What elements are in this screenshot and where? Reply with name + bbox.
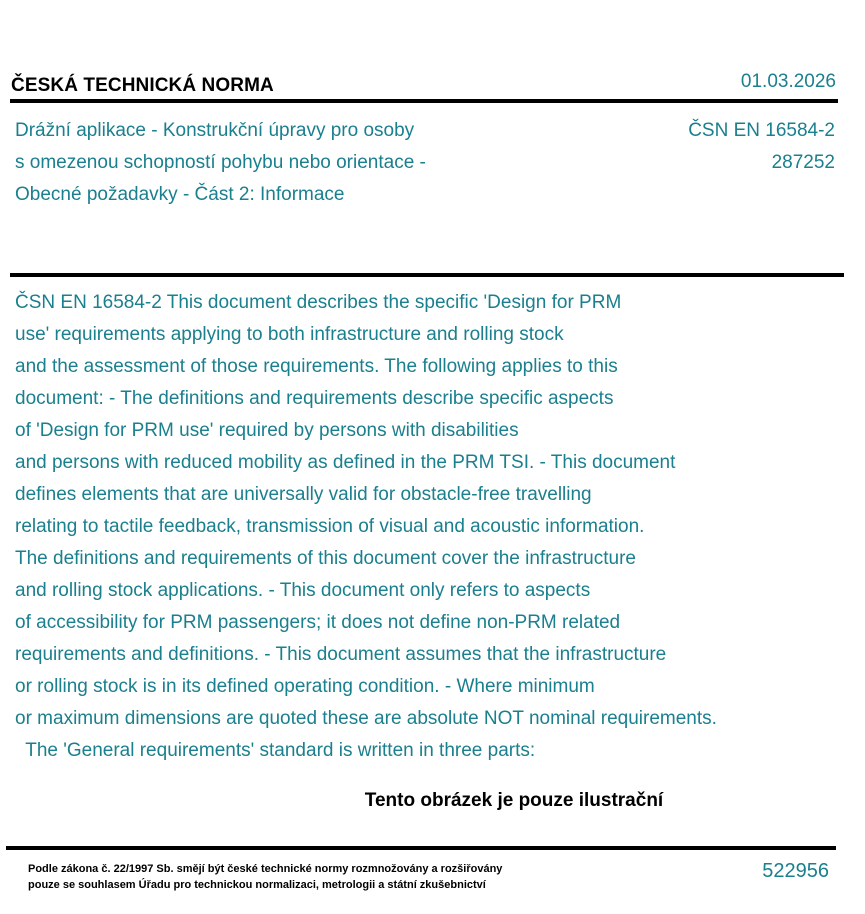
standard-identifier — [688, 115, 835, 179]
legal-notice-line: pouze se souhlasem Úřadu pro technickou normalizaci, metrologii a státní zkušebnictví — [28, 879, 486, 891]
abstract-line: and rolling stock applications. - This document only refers to aspects — [15, 580, 591, 601]
abstract-line: and persons with reduced mobility as defined in the PRM TSI. - This document — [15, 452, 676, 473]
header-divider — [10, 99, 838, 103]
illustration-note: Tento obrázek je pouze ilustrační — [364, 790, 664, 811]
abstract-line: document: - The definitions and requirements describe specific aspects — [15, 388, 614, 409]
classification-number: 287252 — [771, 152, 835, 173]
abstract-line: ČSN EN 16584-2 This document describes the specific 'Design for PRM — [15, 292, 622, 313]
standard-title-line: Obecné požadavky - Část 2: Informace — [15, 184, 345, 205]
abstract-line: or maximum dimensions are quoted these are absolute NOT nominal requirements. — [15, 708, 717, 729]
section-divider — [10, 273, 844, 277]
abstract-line: of accessibility for PRM passengers; it does not define non-PRM related — [15, 612, 621, 633]
standard-code: ČSN EN 16584-2 — [688, 120, 835, 141]
footer-divider — [6, 846, 836, 850]
document-type-heading: ČESKÁ TECHNICKÁ NORMA — [11, 75, 274, 96]
abstract-line: and the assessment of those requirements. The following applies to this — [15, 356, 618, 377]
abstract-text — [15, 287, 845, 767]
abstract-line: requirements and definitions. - This document assumes that the infrastructure — [15, 644, 667, 665]
standard-title-line: s omezenou schopností pohybu nebo orientace - — [15, 152, 426, 173]
abstract-line: The definitions and requirements of this document cover the infrastructure — [15, 548, 636, 569]
abstract-line: relating to tactile feedback, transmission of visual and acoustic information. — [15, 516, 645, 537]
abstract-line: use' requirements applying to both infrastructure and rolling stock — [15, 324, 564, 345]
issue-date: 01.03.2026 — [740, 71, 836, 92]
standard-title-line: Drážní aplikace - Konstrukční úpravy pro osoby — [15, 120, 415, 141]
abstract-line: defines elements that are universally valid for obstacle-free travelling — [15, 484, 592, 505]
standard-title — [15, 115, 575, 211]
abstract-line: The 'General requirements' standard is written in three parts: — [15, 740, 536, 761]
legal-notice — [28, 861, 502, 893]
abstract-line: of 'Design for PRM use' required by persons with disabilities — [15, 420, 519, 441]
abstract-line: or rolling stock is in its defined operating condition. - Where minimum — [15, 676, 595, 697]
document-number: 522956 — [762, 860, 829, 882]
legal-notice-line: Podle zákona č. 22/1997 Sb. smějí být české technické normy rozmnožovány a rozšiřovány — [28, 863, 503, 875]
